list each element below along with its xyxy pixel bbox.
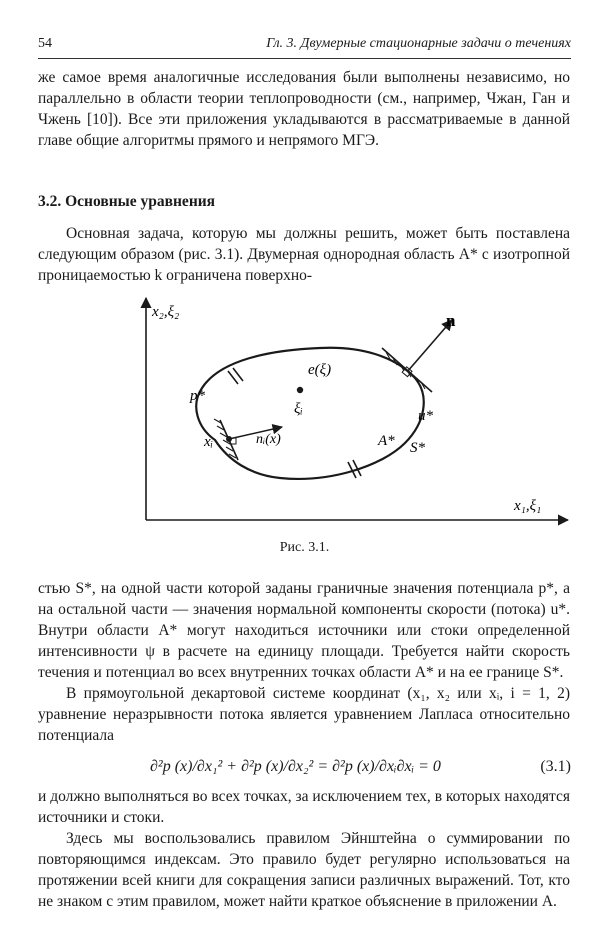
page-number: 54 <box>38 36 52 51</box>
u-star-label: u* <box>418 408 433 424</box>
paragraph-1: же самое время аналогичные исследования были выполнены независимо, но параллельно в области теории теплопроводности (см., например, Чжан, Ган и Чжень [10]). Все эти приложения укладываются в рассматриваемые в данной главе общие алгоритмы прямого и непрямого МГЭ. <box>38 69 570 149</box>
running-title: Гл. 3. Двумерные стационарные задачи о течениях <box>266 36 571 51</box>
y-axis-label: x₂,ξ₂ <box>152 304 180 320</box>
paragraph-2: Основная задача, которую мы должны решить, может быть поставлена следующим образом (рис. 3.1). Двумерная однородная область A* с изотропной проницаемостью k ограничена поверхно- <box>38 225 570 284</box>
a-star-label: A* <box>378 433 395 449</box>
source-point-label: e(ξ) <box>308 362 332 378</box>
equation-3-1: ∂²p (x)/∂x₁² + ∂²p (x)/∂x₂² = ∂²p (x)/∂xᵢ∂xᵢ = 0 <box>150 758 441 775</box>
figure-caption: Рис. 3.1. <box>279 540 330 555</box>
normal-label: n <box>446 311 456 330</box>
paragraph-6: Здесь мы воспользовались правилом Эйнштейна о суммировании по повторяющимся индексам. Это правило будет регулярно использоваться на протяжении всей книги для сокращения записи различных выражений. Тот, кто не знаком с этим правилом, может найти краткое объяснение в приложении А. <box>38 830 570 910</box>
p-star-label: p* <box>190 388 205 404</box>
figure-diagram <box>120 288 580 538</box>
source-point <box>297 387 303 393</box>
x-axis-label: x₁,ξ₁ <box>514 498 542 514</box>
equation-number: (3.1) <box>540 758 571 775</box>
n-i-label: nᵢ(x) <box>256 432 281 447</box>
paragraph-5: и должно выполняться во всех точках, за исключением тех, в которых находятся источники и стоки. <box>38 788 570 826</box>
paragraph-3: стью S*, на одной части которой заданы граничные значения потенциала p*, а на остальной части — значения нормальной компоненты скорости (потока) u*. Внутри области A* могут находиться источники или стоки определенной интенсивности ψ в расчете на единицу площади. Требуется найти скорость течения и потенциал во всех внутренних точках области A* и на ее границе S*. <box>38 580 570 681</box>
x-i-label: xᵢ <box>204 434 214 450</box>
figure-3-1 <box>120 288 580 538</box>
page-header <box>38 36 571 56</box>
xi-label: ξᵢ <box>294 401 303 417</box>
paragraph-4: В прямоугольной декартовой системе координат (x₁, x₂ или xᵢ, i = 1, 2) уравнение неразрывности потока является уравнением Лапласа относительно потенциала <box>38 685 570 744</box>
s-star-label: S* <box>410 440 425 456</box>
header-rule <box>38 58 571 59</box>
section-title: 3.2. Основные уравнения <box>38 193 216 210</box>
